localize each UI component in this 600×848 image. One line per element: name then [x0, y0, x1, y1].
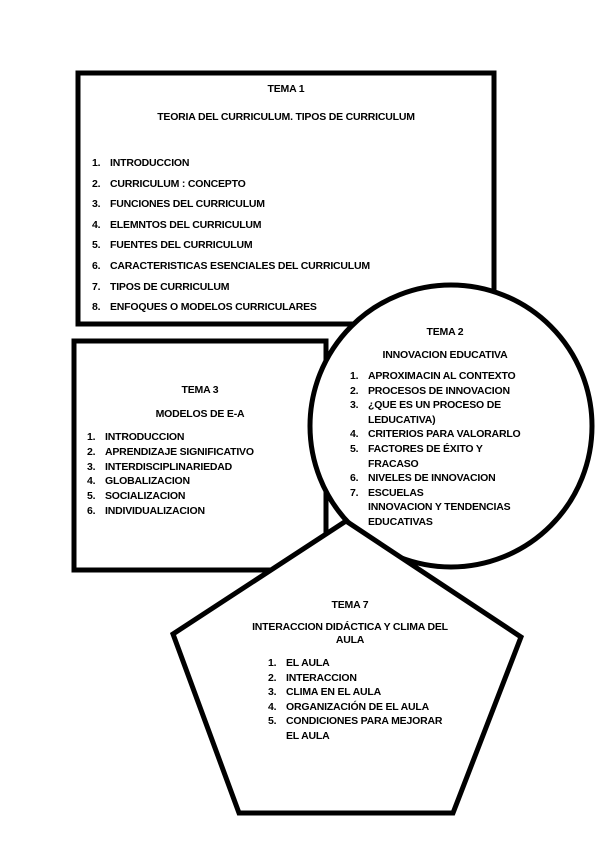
list-item-label: ELEMNTOS DEL CURRICULUM	[110, 218, 262, 231]
list-item-number: 1.	[92, 157, 101, 169]
tema3-heading: TEMA 3	[181, 384, 219, 396]
list-item-label: INTRODUCCION	[105, 431, 185, 443]
list-item-label: ¿QUE ES UN PROCESO DE LEDUCATIVA)	[368, 399, 501, 426]
list-item-label: GLOBALIZACION	[105, 475, 190, 488]
tema3-title: MODELOS DE E-A	[155, 408, 245, 420]
list-item-label: INTRODUCCION	[110, 157, 190, 169]
list-item	[92, 301, 370, 322]
list-item	[268, 685, 456, 700]
list-item	[268, 700, 456, 715]
tema7-title-line2: AULA	[335, 634, 365, 646]
list-item-label: CARACTERISTICAS ESENCIALES DEL CURRICULUM	[110, 259, 370, 272]
list-item-number: 2.	[92, 177, 101, 190]
list-item-label: CRITERIOS PARA VALORARLO	[368, 428, 521, 441]
list-item-label: ORGANIZACIÓN DE EL AULA	[286, 700, 429, 713]
list-item-label: ESCUELAS INNOVACION Y TENDENCIAS EDUCATIVAS	[368, 486, 511, 528]
list-item	[87, 475, 254, 490]
list-item	[268, 656, 456, 671]
list-item-number: 7.	[92, 280, 101, 293]
list-item	[92, 178, 370, 199]
list-item-label: FACTORES DE ÉXITO Y FRACASO	[368, 442, 483, 470]
list-item	[92, 239, 370, 260]
tema1-list	[92, 157, 370, 322]
list-item	[350, 398, 528, 427]
tema1-title: TEORIA DEL CURRICULUM. TIPOS DE CURRICULUM	[157, 111, 415, 123]
list-item-label: FUENTES DEL CURRICULUM	[110, 239, 253, 252]
tema2-title: INNOVACION EDUCATIVA	[382, 349, 508, 361]
list-item-number: 4.	[87, 475, 96, 488]
tema2-list	[350, 369, 528, 530]
tema7-list	[268, 656, 456, 744]
list-item	[350, 486, 528, 530]
list-item	[87, 461, 254, 476]
list-item	[350, 384, 528, 399]
list-item-number: 1.	[350, 370, 359, 382]
list-item	[92, 260, 370, 281]
tema1-heading: TEMA 1	[267, 83, 305, 95]
tema7-title-line1: INTERACCION DIDÁCTICA Y CLIMA DEL	[252, 621, 448, 633]
list-item-label: ENFOQUES O MODELOS CURRICULARES	[110, 301, 317, 314]
list-item-number: 2.	[87, 445, 96, 458]
list-item-label: EL AULA	[286, 657, 330, 669]
list-item-number: 1.	[87, 431, 96, 443]
list-item	[268, 714, 456, 743]
list-item-label: INTERDISCIPLINARIEDAD	[105, 460, 233, 473]
list-item-label: INTERACCION	[286, 671, 357, 684]
list-item-label: CONDICIONES PARA MEJORAR EL AULA	[286, 715, 443, 742]
list-item-number: 5.	[268, 715, 277, 728]
list-item-number: 3.	[268, 686, 277, 699]
list-item-number: 5.	[92, 239, 101, 252]
list-item-number: 1.	[268, 657, 277, 669]
tema7-heading: TEMA 7	[331, 599, 369, 611]
list-item-label: FUNCIONES DEL CURRICULUM	[110, 198, 265, 211]
list-item	[87, 431, 254, 446]
list-item-number: 4.	[268, 700, 277, 713]
list-item-label: SOCIALIZACION	[105, 490, 186, 503]
list-item-number: 5.	[350, 442, 359, 455]
list-item-number: 6.	[87, 504, 96, 517]
list-item-label: NIVELES DE INNOVACION	[368, 472, 496, 485]
list-item-label: CURRICULUM : CONCEPTO	[110, 177, 246, 190]
list-item-number: 4.	[350, 428, 359, 441]
list-item-number: 3.	[350, 399, 359, 412]
list-item-number: 7.	[350, 486, 359, 499]
list-item	[350, 369, 528, 384]
list-item-number: 3.	[92, 198, 101, 211]
tema2-heading: TEMA 2	[426, 326, 464, 338]
list-item	[350, 471, 528, 486]
list-item-label: APRENDIZAJE SIGNIFICATIVO	[105, 445, 254, 458]
list-item-label: TIPOS DE CURRICULUM	[110, 280, 230, 293]
list-item-label: INDIVIDUALIZACION	[105, 504, 205, 517]
list-item	[87, 505, 254, 520]
list-item-label: APROXIMACIN AL CONTEXTO	[368, 370, 516, 382]
list-item-number: 3.	[87, 460, 96, 473]
list-item	[350, 442, 528, 471]
list-item	[268, 671, 456, 686]
list-item	[87, 446, 254, 461]
list-item	[92, 198, 370, 219]
list-item	[87, 490, 254, 505]
list-item-number: 5.	[87, 490, 96, 503]
tema3-list	[87, 431, 254, 520]
list-item	[350, 427, 528, 442]
list-item-label: CLIMA EN EL AULA	[286, 686, 381, 699]
list-item-number: 6.	[92, 259, 101, 272]
list-item-number: 8.	[92, 301, 101, 314]
list-item	[92, 219, 370, 240]
list-item-number: 2.	[268, 671, 277, 684]
list-item	[92, 157, 370, 178]
list-item-number: 4.	[92, 218, 101, 231]
list-item-number: 2.	[350, 384, 359, 397]
list-item	[92, 281, 370, 302]
list-item-number: 6.	[350, 472, 359, 485]
list-item-label: PROCESOS DE INNOVACION	[368, 384, 510, 397]
